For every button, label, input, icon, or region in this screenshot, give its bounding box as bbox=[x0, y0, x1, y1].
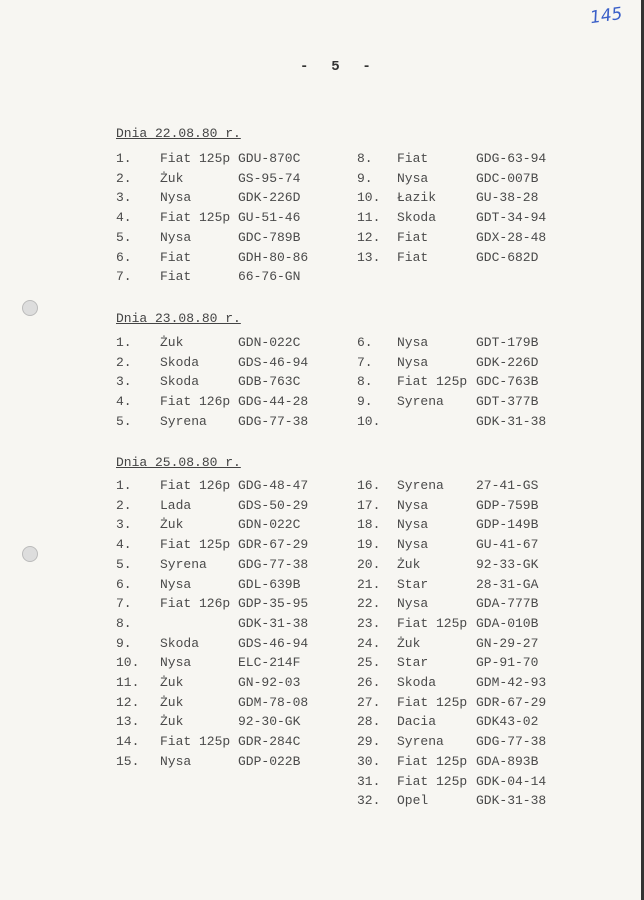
license-plate: GDG-48-47 bbox=[238, 478, 309, 493]
row-number: 8. bbox=[357, 151, 373, 166]
row-number: 24. bbox=[357, 635, 381, 651]
row-number: 7. bbox=[116, 269, 132, 285]
license-plate: GDK-31-38 bbox=[238, 615, 309, 631]
row-number: 3. bbox=[116, 374, 132, 390]
license-plate: GDM-42-93 bbox=[476, 675, 547, 690]
license-plate: GDH-80-86 bbox=[238, 249, 309, 265]
row-number: 31. bbox=[357, 773, 381, 789]
page-number: - 5 - bbox=[300, 59, 373, 75]
row-number: 9. bbox=[357, 394, 373, 410]
row-number: 30. bbox=[357, 753, 381, 769]
vehicle-make: Nysa bbox=[397, 497, 429, 513]
license-plate: GDN-022C bbox=[238, 517, 301, 533]
vehicle-make: Łazik bbox=[397, 190, 437, 206]
license-plate: GDG-77-38 bbox=[238, 556, 309, 572]
license-plate: GDP-759B bbox=[476, 497, 539, 513]
license-plate: GDX-28-48 bbox=[476, 229, 547, 245]
license-plate: GDT-34-94 bbox=[476, 210, 547, 226]
vehicle-make: Żuk bbox=[160, 714, 184, 730]
license-plate: GDK-31-38 bbox=[476, 793, 547, 809]
license-plate: GDK-04-14 bbox=[476, 773, 547, 789]
row-number: 5. bbox=[116, 413, 132, 429]
vehicle-make: Nysa bbox=[397, 335, 429, 350]
vehicle-make: Star bbox=[397, 655, 429, 671]
row-number: 7. bbox=[357, 354, 373, 370]
vehicle-make: Fiat 125p bbox=[160, 537, 231, 553]
handwritten-page-number: 145 bbox=[588, 3, 624, 29]
vehicle-make: Fiat 125p bbox=[160, 210, 231, 226]
vehicle-make: Nysa bbox=[397, 517, 429, 533]
license-plate: GS-95-74 bbox=[238, 170, 301, 186]
row-number: 1. bbox=[116, 478, 132, 493]
row-number: 9. bbox=[357, 170, 373, 186]
row-number: 6. bbox=[116, 249, 132, 265]
license-plate: GDC-763B bbox=[476, 374, 539, 390]
license-plate: GU-41-67 bbox=[476, 537, 539, 553]
vehicle-make: Nysa bbox=[160, 655, 192, 671]
vehicle-make: Fiat 125p bbox=[160, 151, 231, 166]
license-plate: 92-33-GK bbox=[476, 556, 539, 572]
row-number: 21. bbox=[357, 576, 381, 592]
license-plate: GDA-010B bbox=[476, 615, 539, 631]
vehicle-make: Fiat 126p bbox=[160, 394, 231, 410]
row-number: 20. bbox=[357, 556, 381, 572]
vehicle-make: Skoda bbox=[397, 675, 437, 690]
punch-hole bbox=[22, 546, 38, 562]
row-number: 5. bbox=[116, 229, 132, 245]
vehicle-make: Żuk bbox=[160, 694, 184, 710]
row-number: 9. bbox=[116, 635, 132, 651]
row-number: 16. bbox=[357, 478, 381, 493]
row-number: 12. bbox=[357, 229, 381, 245]
vehicle-make: Nysa bbox=[397, 596, 429, 612]
vehicle-make: Fiat 125p bbox=[397, 615, 468, 631]
license-plate: GDM-78-08 bbox=[238, 694, 309, 710]
row-number: 6. bbox=[116, 576, 132, 592]
row-number: 17. bbox=[357, 497, 381, 513]
license-plate: GDT-377B bbox=[476, 394, 539, 410]
row-number: 22. bbox=[357, 596, 381, 612]
row-number: 14. bbox=[116, 734, 140, 750]
row-number: 8. bbox=[116, 615, 132, 631]
license-plate: GDU-870C bbox=[238, 151, 301, 166]
license-plate: GDK-31-38 bbox=[476, 413, 547, 429]
license-plate: GDC-682D bbox=[476, 249, 539, 265]
vehicle-make: Nysa bbox=[160, 229, 192, 245]
row-number: 10. bbox=[116, 655, 140, 671]
vehicle-make: Nysa bbox=[397, 170, 429, 186]
row-number: 15. bbox=[116, 753, 140, 769]
row-number: 13. bbox=[357, 249, 381, 265]
license-plate: GDR-67-29 bbox=[238, 537, 309, 553]
row-number: 10. bbox=[357, 190, 381, 206]
license-plate: GDS-46-94 bbox=[238, 354, 309, 370]
row-number: 2. bbox=[116, 497, 132, 513]
license-plate: GDA-777B bbox=[476, 596, 539, 612]
vehicle-make: Fiat 126p bbox=[160, 478, 231, 493]
license-plate: GDA-893B bbox=[476, 753, 539, 769]
row-number: 25. bbox=[357, 655, 381, 671]
license-plate: GDS-50-29 bbox=[238, 497, 309, 513]
license-plate: GDC-789B bbox=[238, 229, 301, 245]
vehicle-make: Fiat 125p bbox=[397, 753, 468, 769]
license-plate: GDR-284C bbox=[238, 734, 301, 750]
license-plate: GDB-763C bbox=[238, 374, 301, 390]
vehicle-make: Skoda bbox=[397, 210, 437, 226]
row-number: 8. bbox=[357, 374, 373, 390]
license-plate: 92-30-GK bbox=[238, 714, 301, 730]
license-plate: 28-31-GA bbox=[476, 576, 539, 592]
row-number: 28. bbox=[357, 714, 381, 730]
license-plate: GDG-77-38 bbox=[238, 413, 309, 429]
vehicle-make: Nysa bbox=[160, 753, 192, 769]
row-number: 10. bbox=[357, 413, 381, 429]
license-plate: GU-51-46 bbox=[238, 210, 301, 226]
vehicle-make: Lada bbox=[160, 497, 192, 513]
vehicle-make: Żuk bbox=[160, 517, 184, 533]
vehicle-make: Skoda bbox=[160, 374, 200, 390]
vehicle-make: Syrena bbox=[160, 556, 207, 572]
license-plate: GDG-44-28 bbox=[238, 394, 309, 410]
license-plate: GN-92-03 bbox=[238, 675, 301, 690]
row-number: 7. bbox=[116, 596, 132, 612]
vehicle-make: Żuk bbox=[160, 675, 184, 690]
row-number: 11. bbox=[357, 210, 381, 226]
section-date-heading: Dnia 25.08.80 r. bbox=[116, 455, 241, 470]
license-plate: GDL-639B bbox=[238, 576, 301, 592]
vehicle-make: Syrena bbox=[160, 413, 207, 429]
row-number: 2. bbox=[116, 354, 132, 370]
row-number: 5. bbox=[116, 556, 132, 572]
vehicle-make: Fiat 125p bbox=[397, 694, 468, 710]
vehicle-make: Fiat bbox=[397, 151, 429, 166]
row-number: 4. bbox=[116, 394, 132, 410]
license-plate: GDG-77-38 bbox=[476, 734, 547, 750]
row-number: 27. bbox=[357, 694, 381, 710]
vehicle-make: Fiat 125p bbox=[160, 734, 231, 750]
row-number: 4. bbox=[116, 537, 132, 553]
punch-hole bbox=[22, 300, 38, 316]
row-number: 26. bbox=[357, 675, 381, 690]
vehicle-make: Nysa bbox=[397, 354, 429, 370]
row-number: 23. bbox=[357, 615, 381, 631]
license-plate: GDP-022B bbox=[238, 753, 301, 769]
row-number: 3. bbox=[116, 517, 132, 533]
row-number: 3. bbox=[116, 190, 132, 206]
vehicle-make: Syrena bbox=[397, 394, 444, 410]
license-plate: GN-29-27 bbox=[476, 635, 539, 651]
vehicle-make: Fiat bbox=[160, 249, 192, 265]
vehicle-make: Fiat 125p bbox=[397, 773, 468, 789]
vehicle-make: Opel bbox=[397, 793, 429, 809]
row-number: 2. bbox=[116, 170, 132, 186]
license-plate: 27-41-GS bbox=[476, 478, 539, 493]
license-plate: GP-91-70 bbox=[476, 655, 539, 671]
license-plate: GDN-022C bbox=[238, 335, 301, 350]
section-date-heading: Dnia 22.08.80 r. bbox=[116, 126, 241, 141]
vehicle-make: Żuk bbox=[397, 635, 421, 651]
row-number: 12. bbox=[116, 694, 140, 710]
row-number: 32. bbox=[357, 793, 381, 809]
vehicle-make: Skoda bbox=[160, 635, 200, 651]
vehicle-make: Żuk bbox=[160, 335, 184, 350]
row-number: 11. bbox=[116, 675, 140, 690]
license-plate: GDP-149B bbox=[476, 517, 539, 533]
vehicle-make: Żuk bbox=[160, 170, 184, 186]
vehicle-make: Nysa bbox=[160, 190, 192, 206]
vehicle-make: Syrena bbox=[397, 734, 444, 750]
license-plate: ELC-214F bbox=[238, 655, 301, 671]
vehicle-make: Fiat 125p bbox=[397, 374, 468, 390]
section-date-heading: Dnia 23.08.80 r. bbox=[116, 311, 241, 326]
vehicle-make: Syrena bbox=[397, 478, 444, 493]
row-number: 18. bbox=[357, 517, 381, 533]
license-plate: GDC-007B bbox=[476, 170, 539, 186]
license-plate: GDP-35-95 bbox=[238, 596, 309, 612]
row-number: 13. bbox=[116, 714, 140, 730]
license-plate: GDR-67-29 bbox=[476, 694, 547, 710]
vehicle-make: Fiat bbox=[397, 229, 429, 245]
vehicle-make: Żuk bbox=[397, 556, 421, 572]
row-number: 6. bbox=[357, 335, 373, 350]
row-number: 1. bbox=[116, 335, 132, 350]
vehicle-make: Fiat bbox=[397, 249, 429, 265]
row-number: 29. bbox=[357, 734, 381, 750]
row-number: 1. bbox=[116, 151, 132, 166]
license-plate: GDS-46-94 bbox=[238, 635, 309, 651]
vehicle-make: Skoda bbox=[160, 354, 200, 370]
vehicle-make: Star bbox=[397, 576, 429, 592]
vehicle-make: Nysa bbox=[160, 576, 192, 592]
license-plate: 66-76-GN bbox=[238, 269, 301, 285]
license-plate: GDG-63-94 bbox=[476, 151, 547, 166]
license-plate: GU-38-28 bbox=[476, 190, 539, 206]
license-plate: GDK43-02 bbox=[476, 714, 539, 730]
vehicle-make: Dacia bbox=[397, 714, 437, 730]
row-number: 19. bbox=[357, 537, 381, 553]
row-number: 4. bbox=[116, 210, 132, 226]
vehicle-make: Fiat 126p bbox=[160, 596, 231, 612]
vehicle-make: Fiat bbox=[160, 269, 192, 285]
license-plate: GDT-179B bbox=[476, 335, 539, 350]
license-plate: GDK-226D bbox=[238, 190, 301, 206]
license-plate: GDK-226D bbox=[476, 354, 539, 370]
vehicle-make: Nysa bbox=[397, 537, 429, 553]
